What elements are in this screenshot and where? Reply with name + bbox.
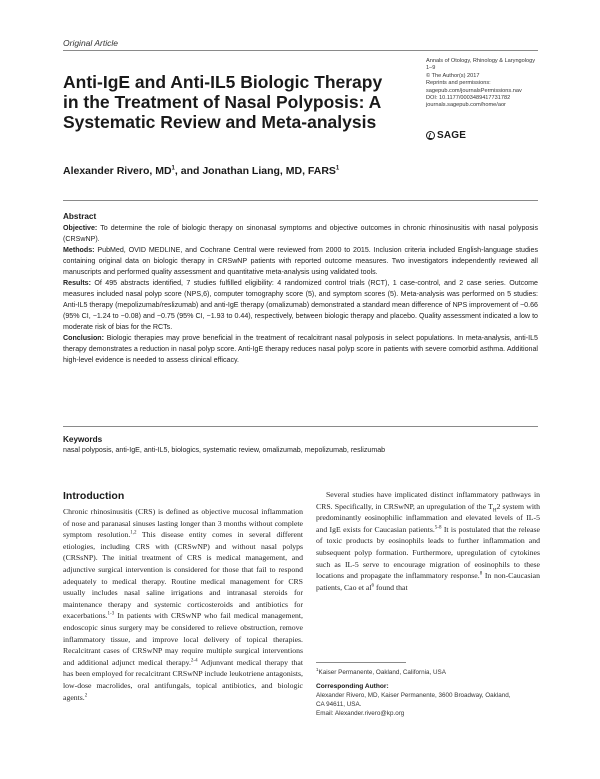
abstract-text: Of 495 abstracts identified, 7 studies fulfilled eligibility: 4 randomized control trials (RCT), 1 case-control, and 2 case series. Outcome measures included nasal polyp score (NPS,6), computer tomography score (5), and symptom scores (5). Meta-analysis was performed on 5 studies: Anti-IL5 therapy (mepolizumab/reslizumab) and anti-IgE therapy (omalizumab) demonstrated a standard mean difference of NPS improvement of −0.66 (95% CI, −1.24 to −0.08) and −0.75 (95% CI, −1.93 to 0.44), respectively, between biologic therapy and placebo. Quality assessment indicated a low to moderate risk of bias for the RCTs.	[63, 279, 538, 331]
citation-ref[interactable]: 2	[84, 692, 88, 698]
abstract-body	[63, 223, 538, 366]
abstract-label: Results:	[63, 279, 91, 287]
intro-text: It is postulated that the release of toxic products by eosinophils leads to further inflammation and subsequent polyp formation. Furthermore, upregulation of cytokines such as IL-5 serve to encourage migration of eosinophils to these locations and propagate the inflammatory response.	[316, 524, 540, 581]
citation-ref[interactable]: 2-4	[190, 658, 198, 664]
abstract-text: To determine the role of biologic therapy on sinonasal symptoms and objective outcomes in chronic rhinosinusitis with nasal polyposis (CRSwNP).	[63, 224, 538, 243]
journal-name: Annals of Otology, Rhinology & Laryngology	[426, 58, 536, 64]
journal-info	[426, 58, 566, 110]
title-line: in the Treatment of Nasal Polyposis: A	[63, 92, 382, 112]
footnote-rule	[316, 662, 406, 663]
abstract-methods	[63, 245, 538, 278]
introduction-column-left	[63, 506, 303, 703]
intro-text: Chronic rhinosinusitis (CRS) is defined as objective mucosal inflammation of nose and paranasal sinuses lasting longer than 3 months without complete symptom resolution.	[63, 507, 303, 540]
citation-ref[interactable]: 1-3	[107, 611, 115, 617]
affiliation-marker: 1	[316, 666, 319, 672]
intro-text: found that	[374, 582, 408, 592]
affiliation-text: Kaiser Permanente, Oakland, California, USA	[318, 669, 446, 676]
citation-ref[interactable]: 8	[479, 571, 483, 577]
header-rule	[63, 50, 538, 51]
journal-copyright: © The Author(s) 2017	[426, 72, 480, 79]
corr-email[interactable]: Email: Alexander.rivero@kp.org	[316, 709, 405, 717]
author-name: Jonathan Liang, MD, FARS	[202, 165, 336, 177]
corresponding-author-heading: Corresponding Author:	[316, 683, 389, 690]
abstract-label: Methods:	[63, 246, 95, 254]
sage-logo-icon	[426, 131, 435, 140]
corr-address-line: Alexander Rivero, MD, Kaiser Permanente, 3600 Broadway, Oakland,	[316, 692, 511, 699]
author-list	[63, 165, 339, 177]
abstract-results	[63, 278, 538, 333]
author-name: Alexander Rivero, MD	[63, 165, 172, 177]
journal-pages: 1–9	[426, 65, 436, 72]
citation-ref[interactable]: 1,2	[130, 530, 137, 536]
citation-ref[interactable]: 5-8	[434, 525, 442, 531]
journal-doi[interactable]: DOI: 10.1177/0003489417731782	[426, 95, 511, 102]
intro-text: In patients with CRSwNP who fail medical management, endoscopic sinus surgery may be considered to relieve obstruction, remove inflammatory tissue, and improve local delivery of topical therapies. Recalcitrant cases of CRSwNP may require multiple surgical interventions and additional adjunct medical therapy.	[63, 611, 303, 667]
journal-reprints: Reprints and permissions:	[426, 80, 491, 87]
author-connector: , and	[174, 165, 203, 177]
introduction-column-right	[316, 489, 540, 593]
abstract-objective	[63, 223, 538, 245]
abstract-text: Biologic therapies may prove beneficial in the treatment of recalcitrant nasal polyposis in select populations. In meta-analysis, anti-IL5 therapy demonstrates a reduction in nasal polyp score. Anti-IgE therapy reduces nasal polyp score in patients with severe comorbid asthma. Additional high-level evidence is needed to assess clinical efficacy.	[63, 334, 538, 364]
introduction-heading: Introduction	[63, 490, 125, 502]
intro-text: Adjunvant medical therapy that has been employed for recalcitrant CRSwNP include leukotriene antagonists, low-dose macrolides, oral antifungals, topical antibiotics, and biologic agents.	[63, 657, 303, 702]
title-line: Systematic Review and Meta-analysis	[63, 112, 377, 132]
publisher-logo	[426, 129, 466, 141]
intro-text: 2 system with predominantly eosinophilic inflammation and elevated levels of IL-5 and IgE exists for Caucasian patients.	[316, 501, 540, 534]
keywords-heading: Keywords	[63, 435, 103, 444]
intro-paragraph	[63, 506, 303, 703]
abstract-heading: Abstract	[63, 212, 97, 221]
subscript: H	[492, 508, 497, 514]
intro-text: In non-Caucasian patients, Cao et al	[316, 571, 540, 592]
intro-text: Several studies have implicated distinct inflammatory pathways in CRS. Specifically, in CRSwNP, an upregulation of the T	[316, 490, 540, 511]
abstract-label: Objective:	[63, 224, 98, 232]
abstract-text: PubMed, OVID MEDLINE, and Cochrane Central were reviewed from 2000 to 2015. Inclusion criteria included English-language studies containing original data on biologic therapy in CRSwNP patients with reported outcome measures. Two investigators independently reviewed all manuscripts and performed quality assessment and quantitative meta-analysis using validated tools.	[63, 246, 539, 276]
affiliation-footnote	[316, 666, 446, 676]
affiliation-marker: 1	[335, 165, 340, 172]
article-title	[63, 72, 403, 132]
abstract-label: Conclusion:	[63, 334, 104, 342]
abstract-conclusion	[63, 333, 538, 366]
title-line: Anti-IgE and Anti-IL5 Biologic Therapy	[63, 72, 383, 92]
corr-address-line: CA 94611, USA.	[316, 700, 362, 708]
article-type-label: Original Article	[63, 38, 118, 48]
intro-text: This disease entity comes in several different etiologies, including CRS with (CRSwNP) and without nasal polyps (CRSsNP). The initial treatment of CRS is medical management, and adjunctive surgical intervention is considered for those that fail to respond adequately to medical therapy. Routine medical management for CRS usually includes nasal saline irrigations and intranasal steroids for maintenance therapy and systemic corticosteroids and antibiotics for exacerbations.	[63, 530, 303, 621]
affiliation-marker: 1	[171, 165, 175, 172]
permissions-link[interactable]: sagepub.com/journalsPermissions.nav	[426, 87, 522, 94]
citation-ref[interactable]: 6	[371, 583, 375, 589]
corresponding-author-details	[316, 692, 540, 718]
intro-paragraph	[316, 489, 540, 593]
keywords-text: nasal polyposis, anti-IgE, anti-IL5, biologics, systematic review, omalizumab, mepolizumab, reslizumab	[63, 446, 386, 454]
journal-home-link[interactable]: journals.sagepub.com/home/aor	[426, 102, 506, 109]
publisher-logo-text: SAGE	[437, 129, 467, 141]
